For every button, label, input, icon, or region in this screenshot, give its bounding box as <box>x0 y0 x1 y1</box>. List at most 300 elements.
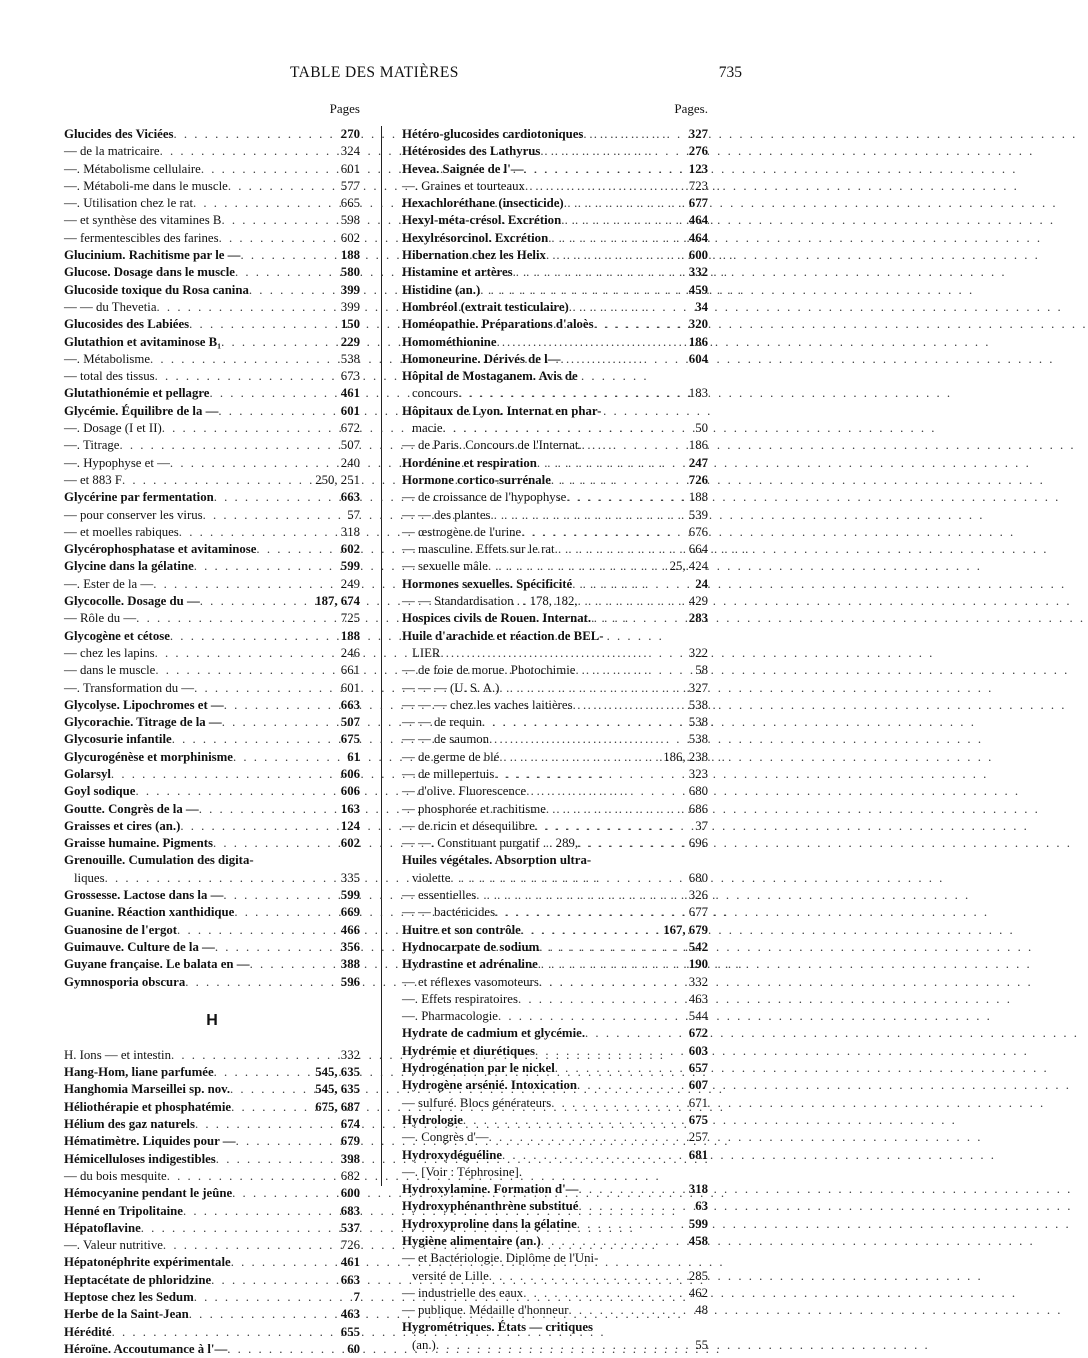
leader-dots <box>111 766 339 783</box>
entry-text: Herbe de la Saint-Jean <box>64 1307 189 1322</box>
index-entry <box>402 403 708 420</box>
leader-dots <box>518 991 687 1008</box>
entry-text: —. Valeur nutritive <box>64 1238 163 1253</box>
entry-text: Huitre et son contrôle <box>402 922 521 937</box>
leader-dots <box>122 472 313 489</box>
index-entry <box>402 1268 708 1285</box>
index-entry <box>402 541 708 558</box>
entry-page: 676 <box>688 524 708 539</box>
index-entry <box>64 801 360 818</box>
leader-dots <box>497 334 687 351</box>
index-entry <box>64 455 360 472</box>
entry-text: — de Paris. Concours de l'Internat. <box>402 438 582 453</box>
index-entry <box>402 385 708 402</box>
leader-dots <box>235 264 339 281</box>
entry-page: 335 <box>340 870 360 885</box>
index-entry <box>64 887 360 904</box>
index-entry <box>64 766 360 783</box>
index-entry <box>64 714 360 731</box>
entry-page: 602 <box>340 542 360 557</box>
entry-text: Hydrate de cadmium et glycémie. <box>402 1026 586 1041</box>
index-entry <box>402 1337 708 1354</box>
index-entry <box>64 1306 360 1323</box>
leader-dots <box>222 714 339 731</box>
entry-page: 246 <box>340 645 360 660</box>
index-entry <box>64 368 360 385</box>
leader-dots <box>170 455 339 472</box>
leader-dots <box>119 437 338 454</box>
entry-text: — et 883 F <box>64 472 122 487</box>
leader-dots <box>539 939 687 956</box>
entry-page: 462 <box>688 1285 708 1300</box>
leader-dots <box>185 974 339 991</box>
entry-text: Hydrastine et adrénaline <box>402 957 538 972</box>
leader-dots <box>443 420 694 437</box>
index-entry <box>64 1047 360 1064</box>
entry-page: 464 <box>688 213 708 228</box>
entry-page: 601 <box>340 403 360 418</box>
entry-page: 672 <box>688 1026 708 1041</box>
index-entry <box>402 299 708 316</box>
entry-page: 186 <box>688 334 708 349</box>
entry-text: Glucinium. Rachitisme par le — <box>64 248 241 263</box>
leader-dots <box>458 385 687 402</box>
entry-text: —. Hypophyse et — <box>64 455 170 470</box>
leader-dots <box>555 541 687 558</box>
entry-text: versité de Lille <box>412 1268 489 1283</box>
entry-page: 663 <box>340 490 360 505</box>
entry-text: Glycérine par fermentation <box>64 490 214 505</box>
leader-dots <box>535 1043 687 1060</box>
leader-dots <box>232 1185 339 1202</box>
entry-page: 37 <box>695 818 708 833</box>
index-entry <box>64 922 360 939</box>
index-entry <box>402 645 708 662</box>
index-entry <box>402 524 708 541</box>
leader-dots <box>172 731 339 748</box>
index-entry <box>402 230 708 247</box>
entry-text: Hôpital de Mostaganem. Avis de <box>402 369 578 384</box>
entry-text: Heptacétate de phloridzine <box>64 1272 212 1287</box>
index-entry <box>64 697 360 714</box>
leader-dots <box>535 818 693 835</box>
index-entry <box>402 472 708 489</box>
leader-dots <box>513 264 687 281</box>
leader-dots <box>163 1237 339 1254</box>
leader-dots <box>209 385 338 402</box>
entry-text: — de foie de morue. Photochimie <box>402 663 576 678</box>
entry-page: 188 <box>340 628 360 643</box>
leader-dots <box>195 1116 339 1133</box>
entry-text: Hydrogénation par le nickel <box>402 1061 555 1076</box>
entry-text: Glutathionémie et pellagre <box>64 386 210 401</box>
leader-dots <box>112 1324 339 1341</box>
entry-page: 507 <box>340 438 360 453</box>
left-column <box>64 100 360 1358</box>
leader-dots <box>555 1060 687 1077</box>
entry-text: Grossesse. Lactose dans la — <box>64 888 224 903</box>
index-entry <box>402 835 708 852</box>
index-entry <box>402 455 708 472</box>
entry-page: 123 <box>688 161 708 176</box>
entry-page: 663 <box>340 697 360 712</box>
entry-page: 459 <box>688 282 708 297</box>
index-entry <box>64 835 360 852</box>
entry-page: 60 <box>347 1341 360 1356</box>
leader-dots <box>199 801 339 818</box>
entry-text: Histidine (an.) <box>402 282 481 297</box>
entry-text: Hydnocarpate de sodium <box>402 939 540 954</box>
entry-page: 673 <box>340 369 360 384</box>
entry-text: —. Pharmacologie <box>402 1009 498 1024</box>
entry-page: 190 <box>688 957 708 972</box>
leader-dots <box>194 1289 352 1306</box>
entry-page: 24 <box>695 576 708 591</box>
entry-text: Hydroxyproline dans la gélatine <box>402 1216 577 1231</box>
leader-dots <box>189 1306 339 1323</box>
entry-text: Glutathion et avitaminose B₁ <box>64 334 222 349</box>
entry-text: Hématimètre. Liquides pour — <box>64 1134 236 1149</box>
leader-dots <box>135 783 338 800</box>
index-entry <box>64 489 360 506</box>
entry-text: Homométhionine <box>402 334 497 349</box>
entry-page: 229 <box>340 334 360 349</box>
entry-text: —. Graines et tourteaux <box>402 178 525 193</box>
entry-text: — phosphorée et rachitisme <box>402 801 546 816</box>
entry-page: 545, 635 <box>315 1082 360 1097</box>
index-entry <box>64 1168 360 1185</box>
leader-dots <box>548 230 687 247</box>
leader-dots <box>223 887 338 904</box>
index-entry <box>402 1198 708 1215</box>
entry-text: Hydroxylamine. Formation d'— <box>402 1182 579 1197</box>
right-column <box>402 100 708 1354</box>
entry-text: — — — chez les vaches laitières <box>402 697 573 712</box>
entry-text: Hevea. Saignée de l'— <box>402 161 524 176</box>
entry-page: 655 <box>340 1324 360 1339</box>
leader-dots <box>564 195 687 212</box>
entry-page: 669 <box>340 905 360 920</box>
entry-page: 544 <box>688 1009 708 1024</box>
entry-text: — chez les lapins <box>64 645 155 660</box>
index-entry <box>64 143 360 160</box>
entry-page: 677 <box>688 196 708 211</box>
entry-text: Hang-Hom, liane parfumée <box>64 1065 214 1080</box>
entry-page: 34 <box>695 299 708 314</box>
index-entry <box>402 818 708 835</box>
entry-text: H. Ions — et intestin <box>64 1047 171 1062</box>
index-entry <box>402 1319 708 1336</box>
entry-text: —. Titrage <box>64 438 120 453</box>
entry-text: Histamine et artères <box>402 265 513 280</box>
entry-text: Hépatoflavine <box>64 1220 141 1235</box>
entry-page: 398 <box>340 1151 360 1166</box>
entry-page: 663 <box>340 1272 360 1287</box>
leader-dots <box>155 645 339 662</box>
leader-dots <box>216 1151 339 1168</box>
leader-dots <box>541 1233 687 1250</box>
leader-dots <box>591 610 687 627</box>
index-entry <box>64 1341 360 1358</box>
entry-text: —. [Voir : Téphrosine]. <box>402 1164 523 1179</box>
index-entry <box>402 1233 708 1250</box>
leader-dots <box>569 1302 694 1319</box>
leader-dots <box>155 662 338 679</box>
index-entry <box>402 282 708 299</box>
leader-dots <box>578 1198 693 1215</box>
entry-text: — de croissance de l'hypophyse <box>402 490 567 505</box>
leader-dots <box>575 662 693 679</box>
entry-text: —. Utilisation chez le rat <box>64 196 193 211</box>
entry-text: Guimauve. Culture de la — <box>64 939 215 954</box>
entry-page: 542 <box>688 939 708 954</box>
leader-dots <box>167 1168 339 1185</box>
index-entry <box>402 334 708 351</box>
entry-text: Hospices civils de Rouen. Internat. <box>402 611 592 626</box>
entry-text: Hormones sexuelles. Spécificité <box>402 576 573 591</box>
index-entry <box>402 714 708 731</box>
entry-page: 682 <box>340 1168 360 1183</box>
index-entry <box>402 662 708 679</box>
index-entry <box>64 230 360 247</box>
entry-text: —. Effets respiratoires <box>402 991 518 1006</box>
index-entry <box>64 1324 360 1341</box>
entry-text: Hygrométriques. États — critiques <box>402 1320 593 1335</box>
entry-text: — de ricin et désequilibre <box>402 818 535 833</box>
index-entry <box>402 264 708 281</box>
leader-dots <box>171 1047 339 1064</box>
entry-page: 270 <box>340 127 360 141</box>
leader-dots <box>578 835 687 852</box>
index-entry <box>64 974 360 991</box>
index-entry <box>402 749 708 766</box>
entry-text: — masculine. Effets sur le rat <box>402 542 555 557</box>
leader-dots <box>498 1008 687 1025</box>
index-entry <box>64 628 360 645</box>
entry-text: —. Ester de la — <box>64 576 154 591</box>
leader-dots <box>194 558 339 575</box>
entry-page: 25, 424 <box>669 559 708 574</box>
entry-page: 7 <box>353 1290 360 1304</box>
entry-text: LIER <box>412 645 441 660</box>
leader-dots <box>494 766 686 783</box>
entry-page: 607 <box>688 1078 708 1093</box>
index-entry <box>64 126 360 143</box>
leader-dots <box>495 904 687 921</box>
entry-page: 322 <box>688 645 708 660</box>
entry-page: 606 <box>340 766 360 781</box>
index-entry <box>402 1043 708 1060</box>
index-entry <box>64 334 360 351</box>
leader-dots <box>561 351 687 368</box>
entry-page: 675 <box>688 1112 708 1127</box>
entry-page: 466 <box>340 922 360 937</box>
index-entry <box>64 161 360 178</box>
leader-dots <box>577 1077 687 1094</box>
index-entry <box>64 818 360 835</box>
index-entry <box>402 1285 708 1302</box>
entry-text: Hérédité <box>64 1324 112 1339</box>
leader-dots <box>153 576 339 593</box>
leader-dots <box>524 161 687 178</box>
entry-page: 240 <box>340 455 360 470</box>
index-entry <box>64 731 360 748</box>
entry-page: 48 <box>695 1303 708 1318</box>
entry-text: Hémocyanine pendant le jeûne <box>64 1186 233 1201</box>
entry-page: 674 <box>340 1117 360 1132</box>
entry-page: 463 <box>340 1307 360 1322</box>
entry-page: 318 <box>340 524 360 539</box>
index-list-h-continued <box>402 126 708 1354</box>
entry-page: 606 <box>340 784 360 799</box>
entry-text: Henné en Tripolitaine <box>64 1203 183 1218</box>
entry-text: — — du Thevetia <box>64 299 157 314</box>
entry-page: 399 <box>340 282 360 297</box>
leader-dots <box>561 212 687 229</box>
entry-text: —. Métaboli-me dans le muscle <box>64 178 228 193</box>
leader-dots <box>189 316 339 333</box>
entry-text: Huiles végétales. Absorption ultra- <box>402 853 592 868</box>
index-entry <box>64 1254 360 1271</box>
index-entry <box>402 507 708 524</box>
entry-text: — Rôle du — <box>64 611 137 626</box>
entry-text: — sulfuré. Blocs générateurs <box>402 1095 552 1110</box>
entry-text: Grenouille. Cumulation des digita- <box>64 853 254 868</box>
index-entry <box>64 1237 360 1254</box>
entry-page: 696 <box>688 836 708 851</box>
entry-page: 601 <box>340 161 360 176</box>
entry-text: — — des plantes <box>402 507 491 522</box>
index-entry <box>64 662 360 679</box>
leader-dots <box>213 835 339 852</box>
index-entry <box>402 887 708 904</box>
entry-page: 602 <box>340 230 360 245</box>
entry-text: — industrielle des eaux <box>402 1285 524 1300</box>
running-title: TABLE DES MATIÈRES <box>290 64 459 81</box>
index-entry <box>64 1220 360 1237</box>
entry-page: 55 <box>695 1337 708 1352</box>
leader-dots <box>236 1133 339 1150</box>
leader-dots <box>577 1216 687 1233</box>
entry-text: Glycorachie. Titrage de la — <box>64 715 222 730</box>
entry-page: 57 <box>347 507 360 522</box>
index-entry <box>64 645 360 662</box>
entry-text: — publique. Médaille d'honneur <box>402 1303 569 1318</box>
entry-page: 657 <box>688 1061 708 1076</box>
entry-page: 458 <box>688 1234 708 1248</box>
entry-page: 150 <box>340 317 360 332</box>
index-entry <box>402 1060 708 1077</box>
leader-dots <box>521 922 661 939</box>
entry-text: concours <box>412 386 459 401</box>
entry-page: 598 <box>340 213 360 228</box>
entry-page: 188 <box>340 248 360 263</box>
entry-text: Hexyl-méta-crésol. Excrétion <box>402 213 562 228</box>
entry-page: 723 <box>688 178 708 193</box>
section-letter-h: H <box>206 1011 218 1029</box>
entry-text: — —. Constituant purgatif . . 289, <box>402 836 579 851</box>
entry-page: 604 <box>688 351 708 366</box>
entry-text: Hétéro-glucosides cardiotoniques <box>402 127 584 141</box>
index-entry <box>64 783 360 800</box>
entry-text: Hygiène alimentaire (an.) <box>402 1234 541 1248</box>
index-entry <box>64 558 360 575</box>
entry-page: 324 <box>340 144 360 159</box>
index-entry <box>64 680 360 697</box>
leader-dots <box>221 212 338 229</box>
leader-dots <box>499 680 686 697</box>
entry-text: — et Bactériologie. Diplôme de l'Uni- <box>402 1251 599 1266</box>
index-entry <box>402 1302 708 1319</box>
index-entry <box>402 680 708 697</box>
leader-dots <box>221 334 339 351</box>
entry-text: —. Congrès d'— <box>402 1130 489 1145</box>
entry-page: 601 <box>340 680 360 695</box>
entry-page: 186 <box>688 438 708 453</box>
leader-dots <box>578 1181 686 1198</box>
leader-dots <box>440 645 686 662</box>
entry-text: — du bois mesquite <box>64 1168 167 1183</box>
leader-dots <box>569 299 693 316</box>
leader-dots <box>480 282 687 299</box>
leader-dots <box>546 247 687 264</box>
entry-page: 285 <box>688 1268 708 1283</box>
leader-dots <box>582 437 687 454</box>
entry-text: — pour conserver les virus <box>64 507 203 522</box>
leader-dots <box>211 1272 339 1289</box>
entry-page: 461 <box>340 386 360 401</box>
entry-text: Héliothérapie et phosphatémie <box>64 1099 232 1114</box>
leader-dots <box>157 299 339 316</box>
index-entry <box>402 126 708 143</box>
leader-dots <box>572 576 693 593</box>
entry-text: Homoneurine. Dérivés de l— <box>402 351 561 366</box>
index-entry <box>64 195 360 212</box>
index-entry <box>402 437 708 454</box>
leader-dots <box>215 939 339 956</box>
entry-text: — et moelles rabiques <box>64 524 179 539</box>
entry-page: 538 <box>340 351 360 366</box>
index-entry <box>402 1008 708 1025</box>
index-entry <box>64 1151 360 1168</box>
leader-dots <box>499 749 661 766</box>
entry-page: 539 <box>688 507 708 522</box>
entry-page: 726 <box>688 472 708 487</box>
entry-text: Hydrologie <box>402 1112 463 1127</box>
entry-page: 318 <box>688 1182 708 1197</box>
leader-dots <box>551 1095 687 1112</box>
entry-page: 680 <box>688 870 708 885</box>
leader-dots <box>194 680 339 697</box>
index-entry <box>64 1064 360 1081</box>
leader-dots <box>231 1099 313 1116</box>
entry-text: Glycémie. Équilibre de la — <box>64 403 219 418</box>
leader-dots <box>594 316 687 333</box>
entry-page: 183 <box>688 386 708 401</box>
entry-page: 463 <box>688 991 708 1006</box>
entry-page: 602 <box>340 836 360 851</box>
index-entry <box>64 507 360 524</box>
entry-text: Guyane française. Le balata en — <box>64 957 250 972</box>
leader-dots <box>450 870 686 887</box>
index-entry <box>64 472 360 489</box>
leader-dots <box>488 558 668 575</box>
entry-text: Hydroxydéguéline <box>402 1147 503 1162</box>
index-entry <box>64 939 360 956</box>
entry-page: 326 <box>688 888 708 903</box>
entry-text: Hanghomia Marseillei sp. nov. <box>64 1082 231 1097</box>
entry-page: 187, 674 <box>315 594 360 609</box>
